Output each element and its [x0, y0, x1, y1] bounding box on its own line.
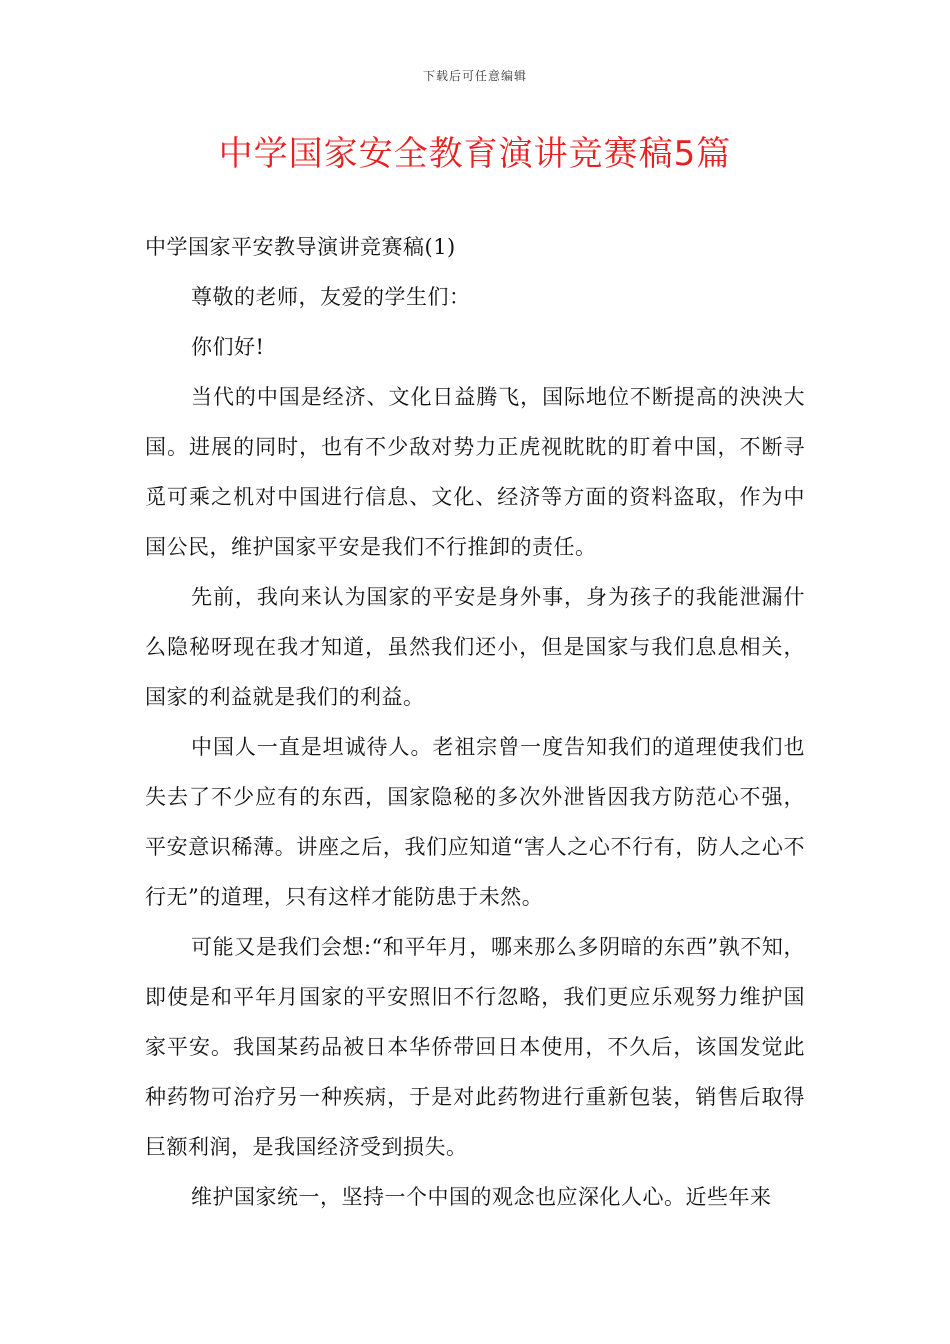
paragraph-greeting: 尊敬的老师，友爱的学生们： [191, 285, 471, 309]
document-body [145, 222, 805, 1222]
paragraph: 维护国家统一，坚持一个中国的观念也应深化人心。近些年来 [191, 1185, 772, 1209]
header-note: 下载后可任意编辑 [422, 69, 527, 83]
paragraph: 可能又是我们会想:“和平年月，哪来那么多阴暗的东西”孰不知，即使是和平年月国家的平安照旧不行忽略，我们更应乐观努力维护国家平安。我国某药品被日本华侨带回日本使用，不久后，该国发觉此种药物可治疗另一种疾病，于是对此药物进行重新包装，销售后取得巨额利润，是我国经济受到损失。 [145, 935, 805, 1159]
paragraph: 中国人一直是坦诚待人。老祖宗曾一度告知我们的道理使我们也失去了不少应有的东西，国家隐秘的多次外泄皆因我方防范心不强，平安意识稀薄。讲座之后，我们应知道“害人之心不行有，防人之心不行无”的道理，只有这样才能防患于未然。 [145, 735, 805, 909]
section-heading: 中学国家平安教导演讲竞赛稿(1) [145, 235, 456, 259]
paragraph: 当代的中国是经济、文化日益腾飞，国际地位不断提高的泱泱大国。进展的同时，也有不少敌对势力正虎视眈眈的盯着中国，不断寻觅可乘之机对中国进行信息、文化、经济等方面的资料盗取，作为中国公民，维护国家平安是我们不行推卸的责任。 [145, 385, 805, 559]
document-title: 中学国家安全教育演讲竞赛稿5篇 [218, 134, 732, 174]
paragraph-hello: 你们好! [191, 335, 265, 359]
paragraph: 先前，我向来认为国家的平安是身外事，身为孩子的我能泄漏什么隐秘呀现在我才知道，虽然我们还小，但是国家与我们息息相关，国家的利益就是我们的利益。 [145, 585, 805, 709]
